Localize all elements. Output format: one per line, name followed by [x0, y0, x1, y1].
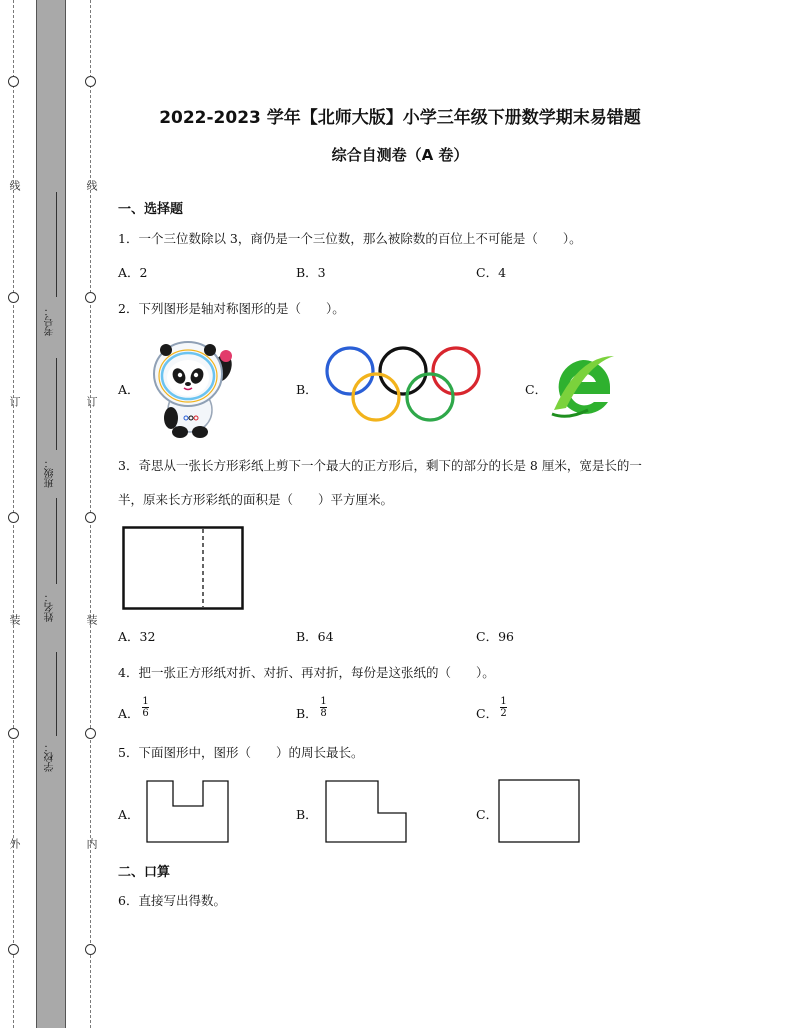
question-4-fraction-b	[320, 696, 327, 719]
binding-hole	[8, 944, 19, 955]
field-label-exam-number: 考号：	[45, 306, 56, 336]
question-2-option-a[interactable]: A．	[118, 382, 140, 397]
binding-char: 线	[85, 180, 98, 191]
shape-a-figure	[146, 780, 230, 844]
binding-hole	[85, 512, 96, 523]
question-5-option-b[interactable]: B．	[296, 807, 318, 822]
page-subtitle: 综合自测卷（A 卷）	[331, 146, 469, 164]
section-heading-oral: 二、口算	[118, 865, 171, 880]
field-label-name: 姓名：	[45, 592, 56, 622]
binding-char: 线	[8, 180, 21, 191]
question-1-option-b[interactable]: B．3	[296, 265, 326, 280]
field-line-exam-number[interactable]	[56, 192, 57, 297]
binding-hole	[85, 944, 96, 955]
question-3-text-line1: 3．奇思从一张长方形彩纸上剪下一个最大的正方形后，剩下的部分的长是 8 厘米，宽是长的一	[118, 458, 642, 473]
binding-hole	[8, 292, 19, 303]
binding-band	[36, 0, 66, 1028]
question-2-option-b[interactable]: B．	[296, 382, 318, 397]
rectangle-figure	[122, 526, 246, 612]
e-logo-image	[548, 350, 618, 424]
fraction-denominator: 2	[500, 708, 507, 719]
binding-char: 内	[85, 838, 98, 849]
fraction-denominator: 6	[142, 708, 149, 719]
section-heading-choice: 一、选择题	[118, 202, 184, 217]
fraction-numerator: 1	[142, 696, 149, 707]
field-label-school: 学校：	[45, 742, 56, 772]
field-line-school[interactable]	[56, 652, 57, 736]
binding-char: 外	[8, 838, 21, 849]
binding-hole	[85, 728, 96, 739]
page-title: 2022-2023 学年【北师大版】小学三年级下册数学期末易错题	[159, 108, 641, 128]
question-1-option-c[interactable]: C．4	[476, 265, 507, 280]
field-line-class[interactable]	[56, 358, 57, 450]
panda-mascot-image	[138, 338, 244, 438]
question-5-option-a[interactable]: A．	[118, 807, 140, 822]
question-2-text: 2．下列图形是轴对称图形的是（ ）。	[118, 301, 345, 316]
binding-char: 订	[8, 396, 21, 407]
binding-hole	[85, 76, 96, 87]
question-3-text-line2: 半，原来长方形彩纸的面积是（ ）平方厘米。	[118, 492, 394, 507]
question-4-fraction-c	[500, 696, 507, 719]
binding-char: 装	[8, 614, 21, 625]
binding-hole	[85, 292, 96, 303]
binding-hole	[8, 512, 19, 523]
question-6-text: 6．直接写出得数。	[118, 893, 226, 908]
question-4-option-b[interactable]: B．	[296, 706, 318, 721]
binding-hole	[8, 76, 19, 87]
fraction-denominator: 8	[320, 708, 327, 719]
question-3-option-a[interactable]: A．32	[118, 629, 156, 644]
olympic-rings-image	[322, 344, 486, 426]
binding-char: 订	[85, 396, 98, 407]
binding-hole	[8, 728, 19, 739]
fraction-numerator: 1	[500, 696, 507, 707]
shape-b-figure	[325, 780, 409, 844]
field-line-name[interactable]	[56, 498, 57, 584]
question-3-option-c[interactable]: C．96	[476, 629, 514, 644]
question-5-option-c[interactable]: C．	[476, 807, 499, 822]
question-3-option-b[interactable]: B．64	[296, 629, 334, 644]
question-5-text: 5．下面图形中，图形（ ）的周长最长。	[118, 745, 364, 760]
question-1-text: 1．一个三位数除以 3，商仍是一个三位数，那么被除数的百位上不可能是（ ）。	[118, 231, 582, 246]
question-4-fraction-a	[142, 696, 149, 719]
question-4-option-c[interactable]: C．	[476, 706, 499, 721]
field-label-class: 班级：	[45, 458, 56, 488]
fraction-numerator: 1	[320, 696, 327, 707]
binding-char: 装	[85, 614, 98, 625]
shape-c-figure	[498, 779, 582, 845]
question-4-option-a[interactable]: A．	[118, 706, 140, 721]
question-1-option-a[interactable]: A．2	[118, 265, 148, 280]
question-4-text: 4．把一张正方形纸对折、对折、再对折，每份是这张纸的（ ）。	[118, 665, 495, 680]
question-2-option-c[interactable]: C．	[525, 382, 548, 397]
